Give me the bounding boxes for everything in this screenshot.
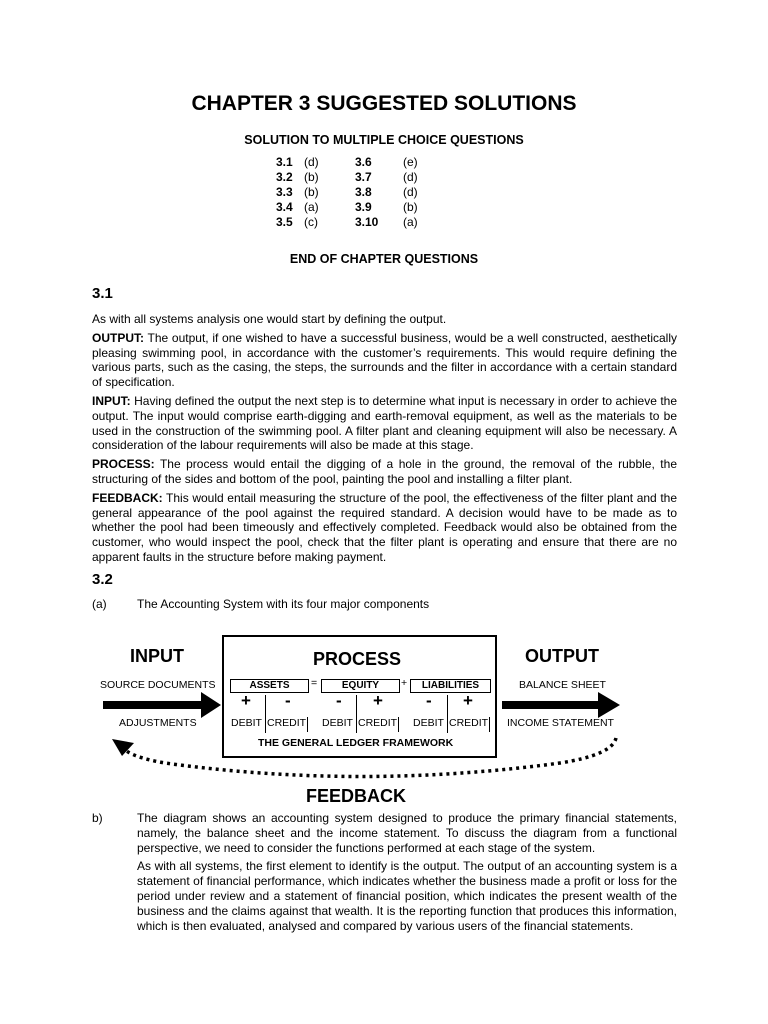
answer: (d)	[403, 170, 418, 184]
feedback-arrowhead-icon	[112, 739, 134, 756]
output-text: The output, if one wished to have a successful business, would be a well constructed, aesthetically pleasing swimming pool, in accordance with the customer’s requirements. This would require defining the various parts, such as the casing, the steps, the surrounds and the filter in accordance with a certain standard of specification.	[92, 330, 677, 390]
liabilities-debit-label: DEBIT	[413, 717, 444, 729]
question-number: 3.6	[355, 155, 372, 169]
liabilities-box: LIABILITIES	[410, 679, 491, 693]
part-b-paragraph-1: The diagram shows an accounting system designed to produce the primary financial statements, namely, the balance sheet and the income statement. To discuss the diagram from a functional perspective, we need to consider the functions performed at each stage of the system.	[137, 811, 677, 855]
t-account-end	[489, 717, 490, 732]
feedback-label: FEEDBACK:	[92, 490, 163, 505]
part-b-paragraph-2: As with all systems, the first element to identify is the output. The output of an accounting system is a statement of financial performance, which indicates whether the business made a profit or loss for the period under review and a statement of financial position, which indicates the present wealth of the business and the claims against that wealth. It is the reporting function that produces this information, which is then evaluated, analysed and compared by various users of the financial statements.	[137, 859, 677, 933]
assets-credit-sign: -	[285, 691, 291, 710]
input-label: INPUT:	[92, 393, 131, 408]
input-paragraph	[92, 394, 677, 453]
list-item	[92, 811, 677, 937]
process-paragraph	[92, 457, 677, 487]
equity-debit-sign: -	[336, 691, 342, 710]
answer: (a)	[304, 200, 319, 214]
accounting-system-diagram	[0, 625, 768, 815]
answer: (c)	[304, 215, 318, 229]
output-arrow-icon	[598, 692, 620, 718]
equity-credit-sign: +	[373, 691, 383, 710]
equals-sign: =	[311, 677, 318, 689]
output-label: OUTPUT:	[92, 330, 144, 345]
process-text: The process would entail the digging of a hole in the ground, the removal of the rubble, the structuring of the sides and bottom of the pool, painting the pool and installing a filter plant.	[92, 457, 677, 486]
input-text: Having defined the output the next step is to determine what input is necessary in order to achieve the output. The input would comprise earth-digging and earth-removal equipment, as well as the materials to be used in the construction of the swimming pool. A filter plant and cleaning equipment will also be necessary. A consideration of the labour requirements will also be made at this stage.	[92, 393, 677, 453]
t-account-end	[307, 717, 308, 732]
question-number: 3.5	[276, 215, 293, 229]
mcq-row	[276, 200, 418, 215]
answer: (b)	[403, 200, 418, 214]
liabilities-credit-sign: +	[463, 691, 473, 710]
mcq-heading: SOLUTION TO MULTIPLE CHOICE QUESTIONS	[244, 133, 524, 147]
output-paragraph	[92, 331, 677, 390]
feedback-label: FEEDBACK	[306, 786, 407, 806]
output-arrow-shaft	[502, 701, 600, 709]
mcq-answer-table	[276, 155, 418, 230]
input-label: INPUT	[130, 646, 184, 666]
plus-sign: +	[401, 677, 408, 689]
equity-credit-label: CREDIT	[358, 717, 398, 729]
mcq-row	[276, 155, 418, 170]
source-documents-label: SOURCE DOCUMENTS	[100, 679, 216, 691]
equity-box: EQUITY	[321, 679, 400, 693]
mcq-row	[276, 215, 418, 230]
part-a-text: The Accounting System with its four major components	[137, 597, 430, 611]
process-label: PROCESS	[313, 649, 402, 669]
answer: (a)	[403, 215, 418, 229]
page-title: CHAPTER 3 SUGGESTED SOLUTIONS	[191, 92, 577, 115]
liabilities-debit-sign: -	[426, 691, 432, 710]
input-arrow-shaft	[103, 701, 203, 709]
question-number: 3.8	[355, 185, 372, 199]
part-a-label: (a)	[92, 597, 107, 611]
answer: (b)	[304, 170, 319, 184]
ledger-framework-label: THE GENERAL LEDGER FRAMEWORK	[258, 737, 454, 749]
part-a-line	[92, 597, 677, 612]
t-account-divider	[447, 695, 448, 733]
end-of-chapter-heading: END OF CHAPTER QUESTIONS	[289, 252, 479, 266]
question-number: 3.4	[276, 200, 293, 214]
section-3-2-heading: 3.2	[92, 571, 113, 588]
input-arrow-icon	[201, 692, 221, 718]
assets-debit-sign: +	[241, 691, 251, 710]
assets-debit-label: DEBIT	[231, 717, 262, 729]
process-label: PROCESS:	[92, 457, 155, 472]
answer: (d)	[304, 155, 319, 169]
balance-sheet-label: BALANCE SHEET	[519, 679, 606, 691]
mcq-row	[276, 170, 418, 185]
question-number: 3.9	[355, 200, 372, 214]
part-b-label: b)	[92, 811, 103, 825]
mcq-row	[276, 185, 418, 200]
part-b-content	[137, 811, 677, 937]
answer: (e)	[403, 155, 418, 169]
section-3-1-heading: 3.1	[92, 285, 113, 302]
question-number: 3.3	[276, 185, 293, 199]
section-3-1-body	[92, 312, 677, 569]
output-label: OUTPUT	[525, 646, 599, 666]
answer: (d)	[403, 185, 418, 199]
assets-box: ASSETS	[230, 679, 309, 693]
question-number: 3.2	[276, 170, 293, 184]
question-number: 3.1	[276, 155, 293, 169]
adjustments-label: ADJUSTMENTS	[119, 717, 197, 729]
feedback-text: This would entail measuring the structure of the pool, the effectiveness of the filter plant and the general appearance of the pool against the required standard. A decision would have to be made as to whether the pool had been timeously and effectively completed. Feedback would also be obtained from the customer, who would inspect the pool, check that the filter plant is operating and ensure that there are no apparent faults in the structure before making payment.	[92, 490, 677, 564]
t-account-end	[398, 717, 399, 732]
answer: (b)	[304, 185, 319, 199]
part-b	[92, 811, 677, 937]
feedback-paragraph	[92, 491, 677, 565]
income-statement-label: INCOME STATEMENT	[507, 717, 614, 729]
t-account-divider	[356, 695, 357, 733]
liabilities-credit-label: CREDIT	[449, 717, 489, 729]
question-number: 3.10	[355, 215, 379, 229]
t-account-divider	[265, 695, 266, 733]
intro-paragraph: As with all systems analysis one would start by defining the output.	[92, 312, 447, 326]
assets-credit-label: CREDIT	[267, 717, 307, 729]
equity-debit-label: DEBIT	[322, 717, 353, 729]
list-item	[92, 597, 677, 612]
question-number: 3.7	[355, 170, 372, 184]
